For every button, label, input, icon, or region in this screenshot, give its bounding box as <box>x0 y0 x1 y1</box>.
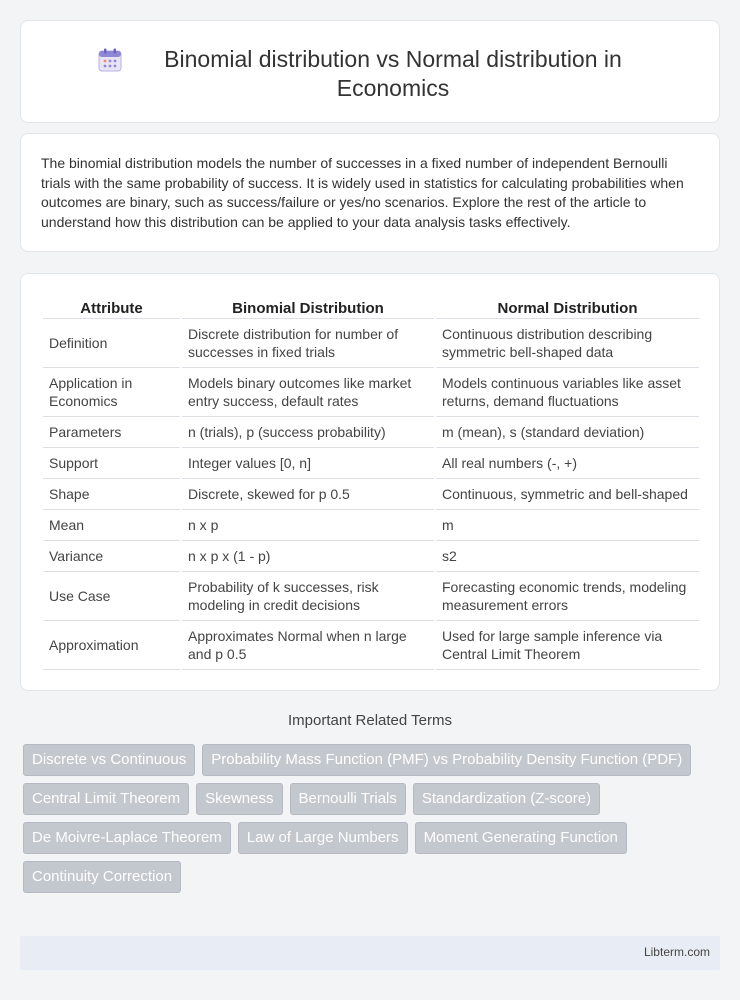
table-row <box>43 319 699 368</box>
related-term-tag[interactable]: De Moivre-Laplace Theorem <box>23 822 231 854</box>
cell-binomial: n x p <box>182 510 434 541</box>
related-term-tag[interactable]: Bernoulli Trials <box>290 783 406 815</box>
cell-normal: Forecasting economic trends, modeling measurement errors <box>436 572 699 621</box>
related-terms-list <box>23 744 703 900</box>
header-card <box>20 20 720 123</box>
column-header-attribute: Attribute <box>43 294 180 319</box>
page-title: Binomial distribution vs Normal distribution in Economics <box>164 46 622 101</box>
related-term-tag[interactable]: Continuity Correction <box>23 861 181 893</box>
related-term-tag[interactable]: Standardization (Z-score) <box>413 783 600 815</box>
cell-binomial: n x p x (1 - p) <box>182 541 434 572</box>
cell-attribute: Mean <box>43 510 180 541</box>
cell-normal: Used for large sample inference via Central Limit Theorem <box>436 621 699 670</box>
cell-binomial: Models binary outcomes like market entry success, default rates <box>182 368 434 417</box>
footer-site-link[interactable]: Libterm.com <box>643 945 710 959</box>
table-row <box>43 368 699 417</box>
related-terms-title: Important Related Terms <box>288 712 452 729</box>
cell-normal: All real numbers (-, +) <box>436 448 699 479</box>
cell-attribute: Application in Economics <box>43 368 180 417</box>
related-term-tag[interactable]: Moment Generating Function <box>415 822 627 854</box>
table-row <box>43 417 699 448</box>
cell-normal: s2 <box>436 541 699 572</box>
table-row <box>43 541 699 572</box>
cell-attribute: Support <box>43 448 180 479</box>
cell-normal: Continuous distribution describing symmetric bell-shaped data <box>436 319 699 368</box>
calendar-icon <box>97 47 123 73</box>
related-term-tag[interactable]: Probability Mass Function (PMF) vs Probability Density Function (PDF) <box>202 744 691 776</box>
cell-attribute: Definition <box>43 319 180 368</box>
cell-attribute: Use Case <box>43 572 180 621</box>
table-row <box>43 510 699 541</box>
cell-binomial: Discrete distribution for number of successes in fixed trials <box>182 319 434 368</box>
comparison-table <box>41 294 701 670</box>
cell-binomial: Integer values [0, n] <box>182 448 434 479</box>
intro-card <box>20 133 720 252</box>
comparison-table-card <box>20 273 720 691</box>
related-term-tag[interactable]: Skewness <box>196 783 282 815</box>
cell-binomial: Approximates Normal when n large and p 0.5 <box>182 621 434 670</box>
cell-binomial: Probability of k successes, risk modeling in credit decisions <box>182 572 434 621</box>
table-header-row <box>43 294 699 319</box>
cell-attribute: Approximation <box>43 621 180 670</box>
table-row <box>43 572 699 621</box>
column-header-binomial: Binomial Distribution <box>182 294 434 319</box>
column-header-normal: Normal Distribution <box>436 294 699 319</box>
cell-attribute: Parameters <box>43 417 180 448</box>
related-term-tag[interactable]: Discrete vs Continuous <box>23 744 195 776</box>
cell-attribute: Shape <box>43 479 180 510</box>
cell-normal: m <box>436 510 699 541</box>
related-term-tag[interactable]: Central Limit Theorem <box>23 783 189 815</box>
cell-attribute: Variance <box>43 541 180 572</box>
related-term-tag[interactable]: Law of Large Numbers <box>238 822 408 854</box>
cell-binomial: Discrete, skewed for p 0.5 <box>182 479 434 510</box>
table-row <box>43 621 699 670</box>
cell-normal: m (mean), s (standard deviation) <box>436 417 699 448</box>
table-row <box>43 448 699 479</box>
cell-normal: Models continuous variables like asset returns, demand fluctuations <box>436 368 699 417</box>
footer <box>20 936 720 970</box>
intro-paragraph: The binomial distribution models the number of successes in a fixed number of independent Bernoulli trials with the same probability of success. It is widely used in statistics for calculating probabilities when outcomes are binary, such as success/failure or yes/no scenarios. Explore the rest of the article to understand how this distribution can be applied to your data analysis tasks effectively. <box>41 155 684 230</box>
cell-binomial: n (trials), p (success probability) <box>182 417 434 448</box>
cell-normal: Continuous, symmetric and bell-shaped <box>436 479 699 510</box>
table-row <box>43 479 699 510</box>
